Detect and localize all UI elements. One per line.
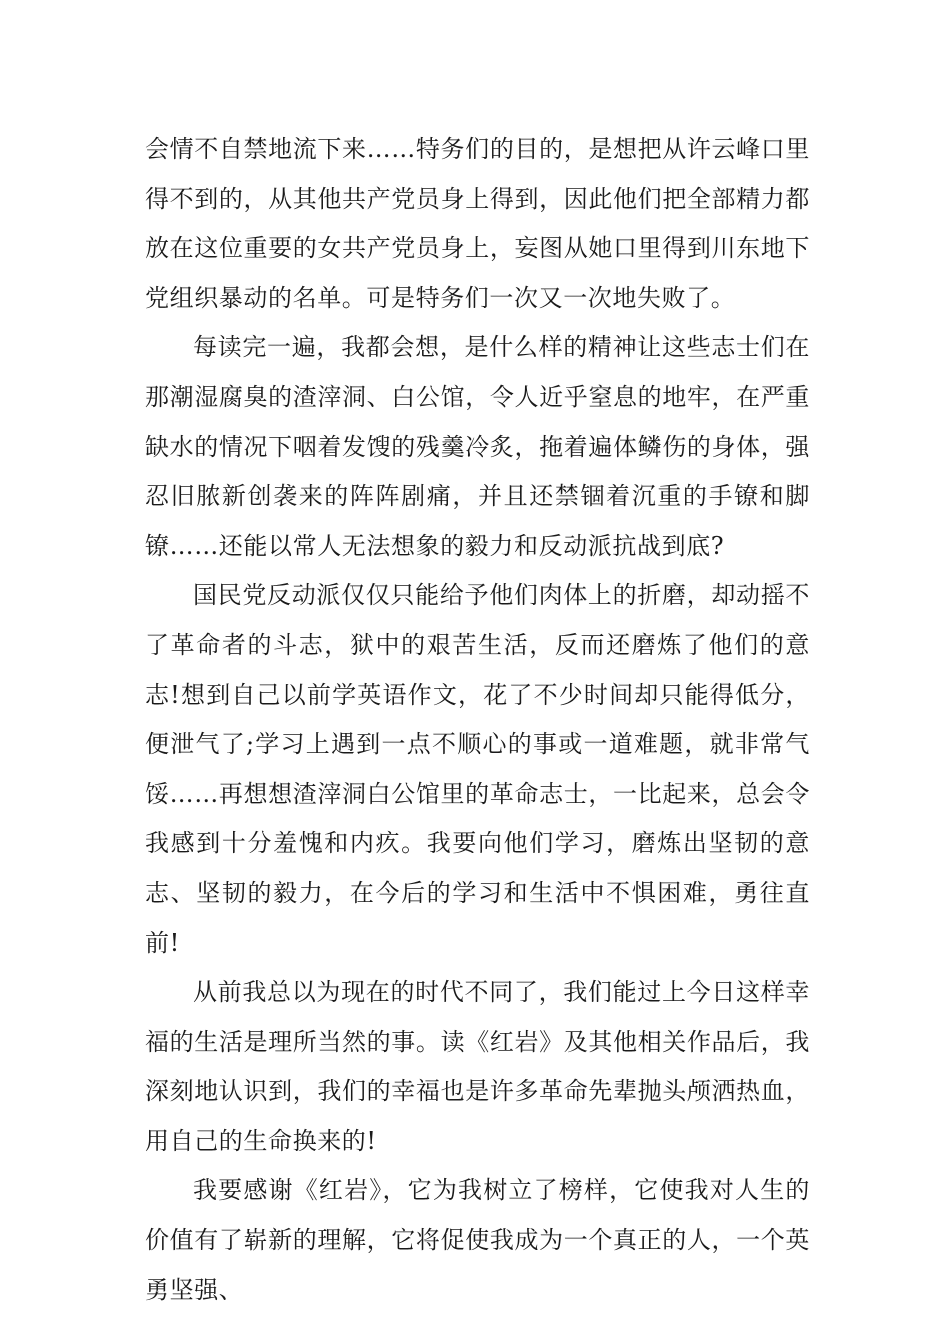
paragraph-continuation: 会情不自禁地流下来……特务们的目的，是想把从许云峰口里得不到的，从其他共产党员身上得到，因此他们把全部精力都放在这位重要的女共产党员身上，妄图从她口里得到川东地下党组织暴动的名单。可是特务们一次又一次地失败了。 [145, 135, 810, 312]
paragraph: 我要感谢《红岩》，它为我树立了榜样，它使我对人生的价值有了崭新的理解，它将促使我成为一个真正的人，一个英勇坚强、 [145, 1176, 810, 1304]
paragraph: 国民党反动派仅仅只能给予他们肉体上的折磨，却动摇不了革命者的斗志，狱中的艰苦生活，反而还磨炼了他们的意志!想到自己以前学英语作文，花了不少时间却只能得低分，便泄气了;学习上遇到一点不顺心的事或一道难题，就非常气馁……再想想渣滓洞白公馆里的革命志士，一比起来，总会令我感到十分羞愧和内疚。我要向他们学习，磨炼出坚韧的意志、坚韧的毅力，在今后的学习和生活中不惧困难，勇往直前! [145, 581, 810, 957]
paragraph: 每读完一遍，我都会想，是什么样的精神让这些志士们在那潮湿腐臭的渣滓洞、白公馆，令人近乎窒息的地牢，在严重缺水的情况下咽着发馊的残羹冷炙，拖着遍体鳞伤的身体，强忍旧脓新创袭来的阵阵剧痛，并且还禁锢着沉重的手镣和脚镣……还能以常人无法想象的毅力和反动派抗战到底? [145, 333, 810, 560]
document-body [145, 125, 810, 1315]
paragraph: 从前我总以为现在的时代不同了，我们能过上今日这样幸福的生活是理所当然的事。读《红岩》及其他相关作品后，我深刻地认识到，我们的幸福也是许多革命先辈抛头颅洒热血，用自己的生命换来的! [145, 978, 810, 1155]
